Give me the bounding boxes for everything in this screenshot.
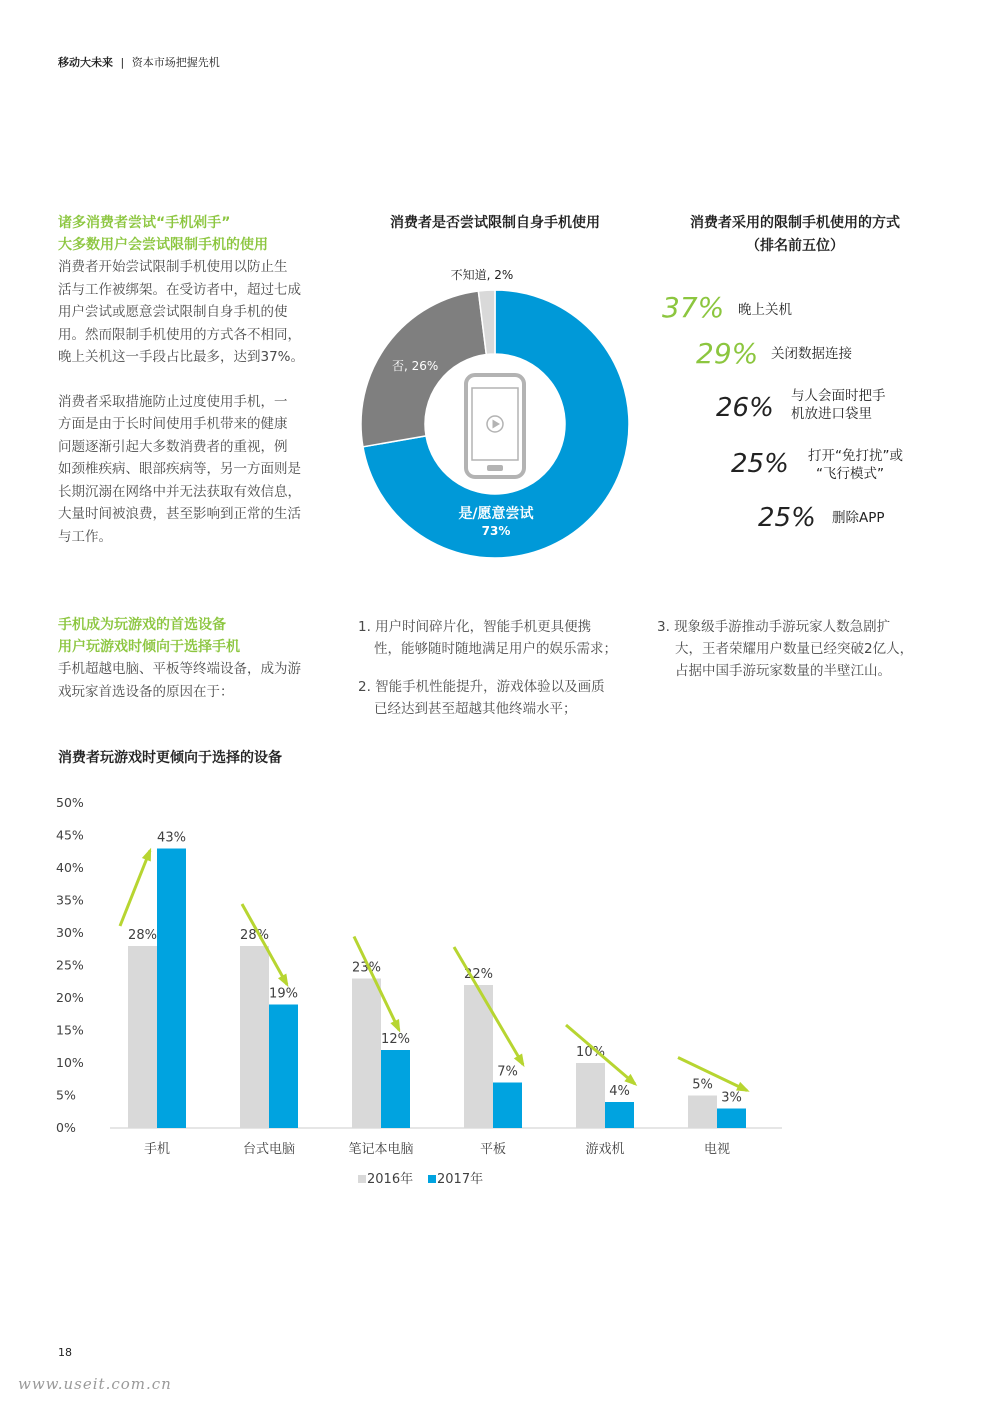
method-label-line: 打开“免打扰”或 — [808, 448, 903, 464]
reason-line: 性，能够随时随地满足用户的娱乐需求； — [374, 641, 617, 657]
method-label — [808, 447, 903, 483]
y-tick-label: 15% — [56, 1022, 84, 1038]
intro-p2-line: 方面是由于长时间使用手机带来的健康 — [58, 416, 288, 432]
category-label: 台式电脑 — [242, 1142, 296, 1157]
method-label: 晚上关机 — [738, 302, 792, 318]
donut-chart — [350, 255, 640, 565]
bar — [576, 1063, 605, 1128]
intro-p2-line: 长期沉溺在网络中并无法获取有效信息， — [58, 483, 301, 500]
donut-label-dontknow: 不知道, 2% — [450, 268, 514, 282]
bar — [717, 1109, 746, 1129]
intro-p1-line: 活与工作被绑架。在受访者中，超过七成 — [58, 281, 301, 298]
games-para-line: 手机超越电脑、平板等终端设备，成为游 — [58, 661, 301, 677]
method-label-line: “飞行模式” — [816, 466, 884, 482]
methods-title — [660, 212, 930, 258]
donut-label-yes-pct: 73% — [481, 524, 511, 538]
y-tick-label: 50% — [56, 795, 84, 810]
intro-paragraph-2 — [58, 391, 343, 549]
bar-chart-bars — [128, 831, 746, 1129]
bar-value-label: 28% — [240, 928, 269, 943]
watermark: www.useit.com.cn — [18, 1375, 172, 1393]
method-label-line: 机放进口袋里 — [791, 406, 872, 422]
bar-value-label: 28% — [128, 928, 157, 943]
legend-swatch — [358, 1175, 366, 1183]
reason-line: 占据中国手游玩家数量的半壁江山。 — [675, 663, 891, 679]
intro-p2-line: 问题逐渐引起大多数消费者的重视，例 — [58, 438, 288, 455]
intro-title-1: 诸多消费者尝试“手机剁手” — [58, 215, 231, 231]
bar — [240, 946, 269, 1128]
intro-p2-line: 消费者采取措施防止过度使用手机，一 — [58, 393, 288, 410]
method-pct: 37% — [662, 291, 725, 324]
games-section — [58, 614, 343, 703]
y-tick-label: 30% — [56, 925, 84, 940]
bar-value-label: 12% — [381, 1032, 410, 1047]
method-item — [662, 291, 724, 324]
bar — [269, 1005, 298, 1129]
reason-line: 1. 用户时间碎片化，智能手机更具便携 — [358, 619, 592, 635]
intro-p1-line: 用户尝试或愿意尝试限制自身手机的使 — [58, 304, 288, 320]
bar-value-label: 10% — [576, 1045, 605, 1060]
donut-label-no: 否, 26% — [392, 359, 439, 373]
method-label-line: 与人会面时把手 — [791, 388, 886, 404]
bar-value-label: 5% — [692, 1077, 713, 1093]
y-tick-label: 10% — [56, 1055, 84, 1070]
intro-paragraph-1 — [58, 256, 343, 369]
intro-p2-line: 与工作。 — [58, 528, 112, 545]
y-tick-label: 45% — [56, 827, 84, 843]
trend-arrow — [120, 851, 150, 927]
bar-chart-title: 消费者玩游戏时更倾向于选择的设备 — [58, 750, 282, 766]
intro-p1-line: 消费者开始尝试限制手机使用以防止生 — [58, 259, 288, 275]
method-item — [716, 393, 774, 423]
page-header — [58, 54, 220, 70]
intro-p2-line: 大量时间被浪费，甚至影响到正常的生活 — [58, 506, 301, 522]
header-divider: | — [120, 56, 125, 69]
trend-arrow-head — [390, 1019, 400, 1033]
bar-chart-legend — [358, 1171, 483, 1187]
bar-chart-trend-arrows — [120, 848, 750, 1092]
bar — [381, 1050, 410, 1128]
bar — [493, 1083, 522, 1129]
reason-line: 3. 现象级手游推动手游玩家人数急剧扩 — [657, 619, 891, 635]
method-pct: 29% — [696, 337, 759, 370]
bar-chart-y-ticks — [56, 795, 84, 1135]
method-label: 删除APP — [832, 510, 885, 526]
trend-arrow-head — [736, 1082, 750, 1092]
header-brand: 移动大未来 — [58, 56, 113, 69]
bar — [352, 979, 381, 1129]
category-label: 游戏机 — [585, 1142, 625, 1157]
method-label — [791, 387, 886, 423]
y-tick-label: 25% — [56, 957, 84, 973]
intro-p1-line: 用。然而限制手机使用的方式各不相同， — [58, 326, 301, 343]
category-label: 手机 — [143, 1142, 171, 1157]
reason-line: 已经达到甚至超越其他终端水平； — [374, 701, 577, 717]
category-label: 平板 — [479, 1142, 507, 1157]
bar — [605, 1102, 634, 1128]
intro-p2-line: 如颈椎疾病、眼部疾病等，另一方面则是 — [58, 461, 301, 477]
bar — [128, 946, 157, 1128]
bar-value-label: 4% — [609, 1084, 630, 1099]
bar-value-label: 3% — [721, 1090, 742, 1106]
bar-chart-categories — [144, 1141, 730, 1157]
method-item — [758, 503, 816, 533]
y-tick-label: 35% — [56, 892, 84, 908]
legend-label: 2017年 — [437, 1172, 484, 1187]
bar-value-label: 19% — [269, 986, 298, 1002]
category-label: 电视 — [703, 1142, 731, 1157]
reason-item-2 — [358, 676, 643, 720]
category-label: 笔记本电脑 — [348, 1142, 414, 1157]
reason-line: 2. 智能手机性能提升，游戏体验以及画质 — [358, 679, 605, 695]
donut-title: 消费者是否尝试限制自身手机使用 — [390, 215, 600, 231]
bar-value-label: 7% — [497, 1064, 518, 1080]
games-title-1: 手机成为玩游戏的首选设备 — [58, 617, 226, 633]
bar-value-label: 23% — [352, 960, 381, 976]
reason-line: 大，王者荣耀用户数量已经突破2亿人， — [675, 641, 914, 657]
y-tick-label: 5% — [56, 1087, 76, 1103]
reason-item-3 — [657, 616, 942, 682]
y-tick-label: 40% — [56, 860, 84, 875]
bar — [688, 1096, 717, 1129]
intro-title-2: 大多数用户会尝试限制手机的使用 — [58, 237, 268, 253]
intro-section — [58, 212, 343, 548]
y-tick-label: 20% — [56, 990, 84, 1005]
donut-label-yes: 是/愿意尝试 — [458, 506, 534, 522]
method-item — [696, 337, 758, 370]
bar-value-label: 43% — [157, 830, 186, 846]
trend-arrow-head — [278, 974, 288, 988]
method-pct: 25% — [731, 449, 789, 479]
reason-item-1 — [358, 616, 643, 660]
y-tick-label: 0% — [56, 1120, 76, 1135]
legend-swatch — [428, 1175, 436, 1183]
phone-icon — [466, 375, 524, 477]
page-number: 18 — [58, 1346, 72, 1359]
methods-title-line-1: 消费者采用的限制手机使用的方式 — [690, 215, 900, 231]
intro-p1-line: 晚上关机这一手段占比最多，达到37%。 — [58, 349, 305, 365]
header-section: 资本市场把握先机 — [131, 56, 220, 69]
bar-chart — [40, 790, 800, 1200]
method-pct: 25% — [758, 503, 816, 533]
games-title-2: 用户玩游戏时倾向于选择手机 — [58, 639, 240, 655]
method-item — [731, 449, 789, 479]
trend-arrow-head — [142, 848, 151, 862]
games-paragraph — [58, 658, 343, 703]
method-label: 关闭数据连接 — [771, 346, 852, 362]
bar — [157, 849, 186, 1129]
methods-title-line-2: （排名前五位） — [746, 238, 844, 254]
legend-label: 2016年 — [367, 1172, 414, 1187]
games-para-line: 戏玩家首选设备的原因在于： — [58, 683, 234, 700]
bar-value-label: 22% — [464, 967, 493, 982]
method-pct: 26% — [716, 393, 774, 423]
